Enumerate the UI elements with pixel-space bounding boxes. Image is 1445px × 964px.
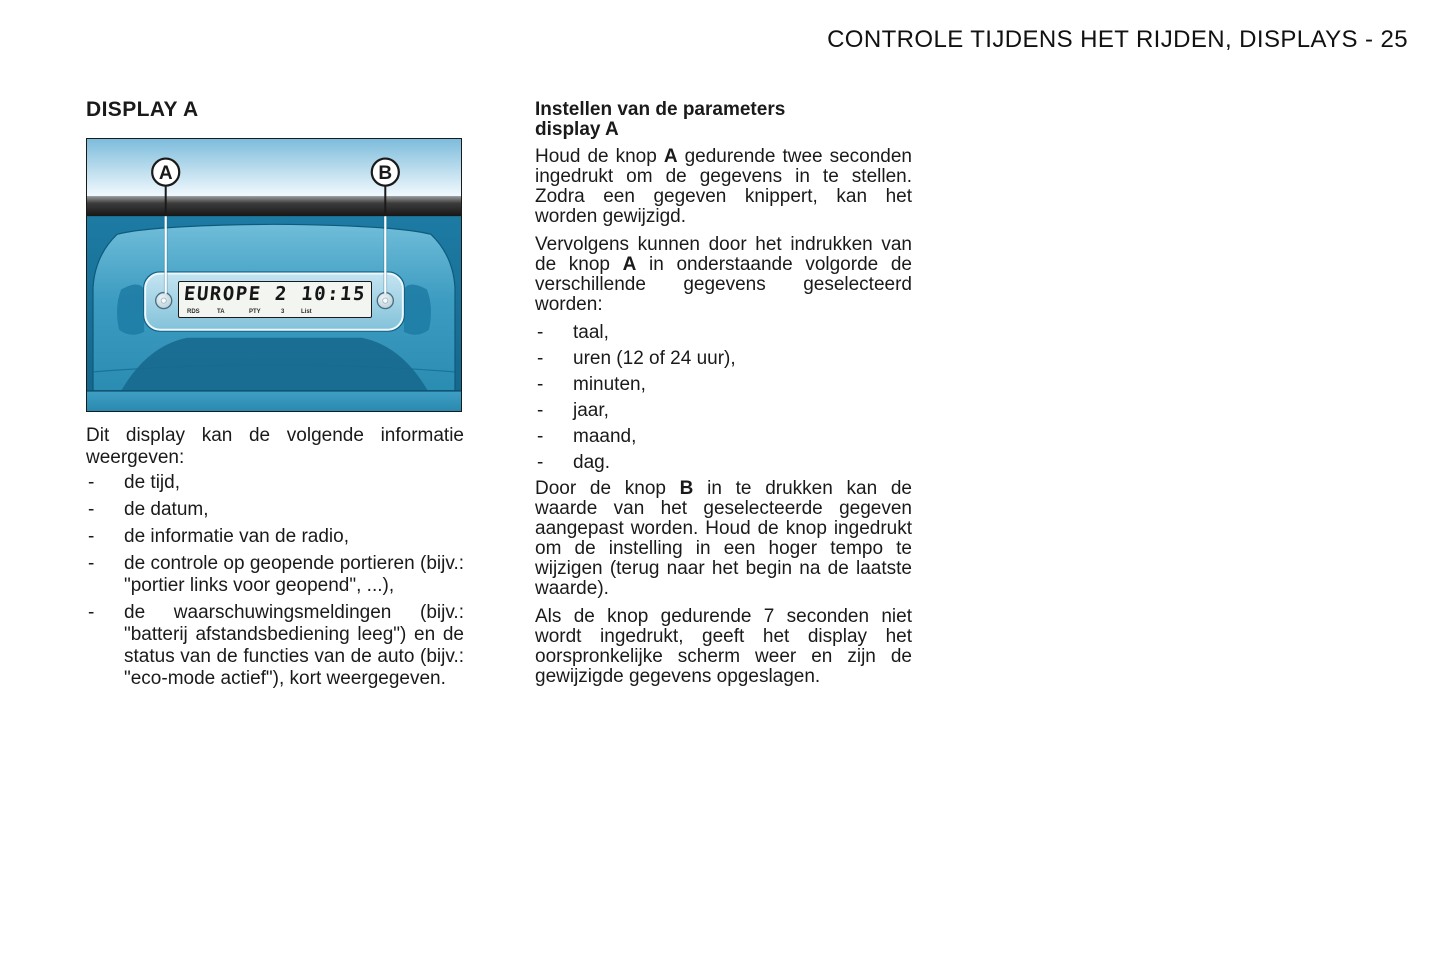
settings-list [535,323,912,473]
knob-b-ref: B [679,478,694,499]
list-item [535,401,912,421]
lcd-label-ta: TA [217,309,225,315]
cowl-shadow [121,338,428,391]
list-item [86,602,464,690]
paragraph-text: Door de knop [535,478,680,499]
paragraph-text: in te drukken kan de waarde van het geselecteerde gegeven aangepast worden. Houd de knop ingedrukt om de instelling in een hoger tempo te wijzigen (terug naar het begin na de laatste waarde). [535,478,912,599]
right-column [535,100,912,695]
list-item-text: taal, [573,322,609,343]
lcd-label-rds: RDS [187,309,200,315]
bullet-dash: - [88,602,95,623]
bullet-dash: - [88,526,95,547]
knob-a-ref: A [663,146,678,167]
list-item [86,499,464,521]
list-item-text: dag. [573,452,610,473]
knob-a-ref: A [622,254,637,275]
bullet-dash: - [537,348,544,369]
list-item-text: jaar, [573,400,609,421]
left-column [86,98,464,695]
lcd-readout [178,282,372,305]
display-info-list [86,472,464,690]
lcd-preset-number: 2 [273,283,289,305]
list-item [535,427,912,447]
page-header-title: CONTROLE TIJDENS HET RIJDEN, DISPLAYS - 25 [827,26,1408,53]
list-item-text: minuten, [573,374,646,395]
bullet-dash: - [537,452,544,473]
left-wing-shadow [117,285,144,335]
callout-a-label: A [158,163,173,185]
list-item [535,375,912,395]
paragraph-press-a [535,147,912,227]
paragraph-press-b [535,479,912,599]
section-title: DISPLAY A [86,98,199,121]
windshield-sky [87,139,461,196]
paragraph-text: gedurende twee seconden ingedrukt om de gegevens in te stellen. Zodra een gegeven knippert, kan het worden gewijzigd. [535,146,912,227]
bullet-dash: - [537,322,544,343]
bullet-dash: - [537,400,544,421]
paragraph-text: in onderstaande volgorde de verschillende gegevens geselecteerd worden: [535,254,912,315]
subsection-title-line2: display A [535,119,619,140]
list-item [535,323,912,343]
bullet-dash: - [537,374,544,395]
paragraph-text: Houd de knop [535,146,664,167]
list-item-text: uren (12 of 24 uur), [573,348,736,369]
dashboard-front-strip [87,391,461,411]
dashboard-top-band [87,196,461,216]
list-item-text: de waarschuwingsmeldingen (bijv.: "batterij afstandsbediening leeg") en de status van de functies van de auto (bijv.: "eco-mode actief"), kort weergegeven. [124,602,464,689]
display-figure [86,138,462,412]
list-item [86,526,464,548]
list-item [535,349,912,369]
bullet-dash: - [537,426,544,447]
list-item-text: maand, [573,426,637,447]
intro-paragraph: Dit display kan de volgende informatie weergeven: [86,425,464,468]
paragraph-text: Vervolgens kunnen door het indrukken van de knop [535,234,912,275]
lcd-panel [178,281,372,318]
list-item-text: de datum, [124,499,209,520]
lcd-label-3: 3 [281,309,285,315]
lcd-station-text: EUROPE [182,283,263,305]
bullet-dash: - [88,499,95,520]
list-item-text: de informatie van de radio, [124,526,349,547]
lcd-label-pty: PTY [249,309,261,315]
button-a-dot [161,298,166,303]
callout-b-label: B [378,163,393,185]
dashboard-illustration [87,139,461,411]
subsection-title [535,100,912,140]
list-item [535,453,912,473]
list-item [86,553,464,597]
right-wing-shadow [404,285,431,335]
button-b-dot [383,298,388,303]
lcd-label-list: List [301,309,312,315]
bullet-dash: - [88,553,95,574]
list-item-text: de controle op geopende portieren (bijv.: "portier links voor geopend", ...), [124,553,464,596]
list-item [86,472,464,494]
paragraph-timeout: Als de knop gedurende 7 seconden niet wordt ingedrukt, geeft het display het oorspronkelijke scherm weer en zijn de gewijzigde gegevens opgeslagen. [535,606,912,687]
paragraph-select-order [535,235,912,315]
list-item-text: de tijd, [124,472,180,493]
lcd-time-text: 10:15 [300,283,367,305]
subsection-title-line1: Instellen van de parameters [535,99,786,120]
bullet-dash: - [88,472,95,493]
